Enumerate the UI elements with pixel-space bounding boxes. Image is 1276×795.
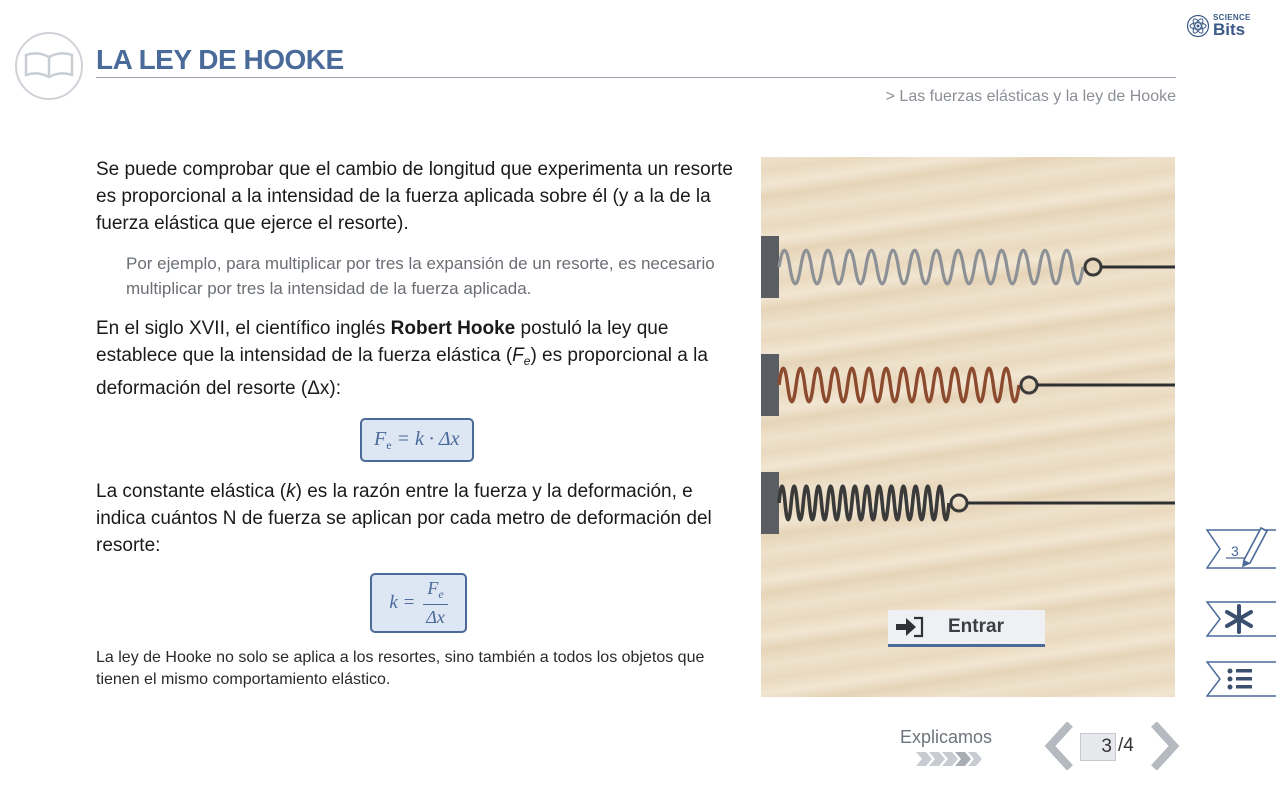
key-concepts-tab[interactable]	[1206, 601, 1276, 637]
notes-tab[interactable]	[1206, 526, 1276, 570]
elastic-constant-formula: k = $\frac{F_e}{\Delta x}$	[370, 573, 467, 633]
next-page-button[interactable]	[1150, 722, 1180, 775]
spring-stretched	[761, 236, 1175, 298]
spring-coil	[779, 250, 1083, 284]
wall-block	[761, 354, 779, 416]
logo-small-text: SCIENCE	[1213, 13, 1251, 22]
robert-hooke-name: Robert Hooke	[390, 318, 516, 339]
book-icon[interactable]	[15, 32, 83, 100]
wall-block	[761, 236, 779, 298]
title-divider	[96, 77, 1176, 78]
list-icon	[1228, 669, 1253, 690]
paragraph-constant: La constante elástica (k) es la razón entre la fuerza y la deformación, e indica cuántos N de fuerza se aplican por cada metro de deformación del resorte:	[96, 481, 712, 556]
logo-big-text: Bits	[1213, 20, 1246, 39]
paragraph-intro: Se puede comprobar que el cambio de longitud que experimenta un resorte es proporcional a la intensidad de la fuerza aplicada sobre él (y a la de la fuerza elástica que ejerce el resorte).	[96, 159, 733, 234]
atom-icon	[1186, 14, 1210, 38]
page-title: LA LEY DE HOOKE	[96, 44, 344, 75]
section-progress	[916, 752, 982, 766]
spring-hook	[1085, 259, 1101, 275]
spring-coil	[779, 368, 1019, 402]
breadcrumb[interactable]: > Las fuerzas elásticas y la ley de Hooke	[885, 88, 1176, 105]
section-label: Explicamos	[900, 727, 993, 747]
spring-simulation[interactable]	[761, 157, 1175, 697]
spring-hook	[951, 495, 967, 511]
hooke-formula: $F_e = k \cdot \Delta x$	[360, 418, 474, 462]
chevron-right-icon	[1150, 722, 1180, 770]
main-content	[96, 156, 741, 688]
page-number-input[interactable]	[1080, 733, 1116, 761]
hooke-note: La ley de Hooke no solo se aplica a los resortes, sino también a todos los objetos que tienen el mismo comportamiento elástico.	[96, 649, 705, 688]
enter-arrow-icon	[894, 615, 926, 639]
index-tab[interactable]	[1206, 661, 1276, 697]
spring-coil	[779, 486, 949, 520]
science-bits-logo	[1186, 14, 1251, 38]
example-text: Por ejemplo, para multiplicar por tres la expansión de un resorte, es necesario multiplicar por tres la intensidad de la fuerza aplicada.	[126, 254, 715, 298]
wall-block	[761, 472, 779, 534]
chevron-left-icon	[1044, 722, 1074, 770]
spring-hook	[1021, 377, 1037, 393]
paragraph-hooke: En el siglo XVII, el científico inglés Robert Hooke postuló la ley que establece que la intensidad de la fuerza elástica $(F_e)$ es proporcional a la deformación del resorte (Δx):	[96, 318, 708, 399]
enter-label: Entrar	[948, 616, 1004, 637]
previous-page-button[interactable]	[1044, 722, 1074, 775]
page-total: /4	[1118, 735, 1134, 756]
notes-count: 3	[1231, 543, 1239, 559]
spring-medium	[761, 354, 1175, 416]
enter-simulation-button[interactable]	[888, 610, 1045, 647]
spring-compressed	[761, 472, 1175, 534]
